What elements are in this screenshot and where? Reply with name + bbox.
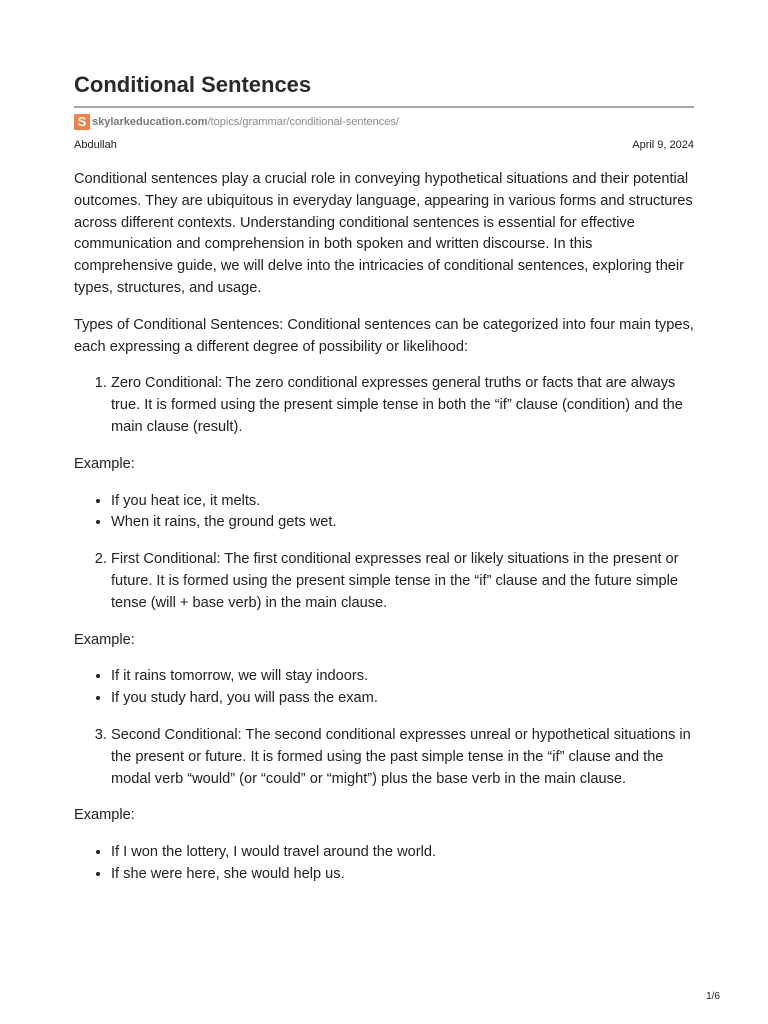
example-item: • If you study hard, you will pass the exam. bbox=[111, 688, 694, 710]
publish-date: April 9, 2024 bbox=[632, 139, 694, 151]
example-item: • If she were here, she would help us. bbox=[111, 864, 694, 886]
conditional-type-list-1 bbox=[74, 373, 694, 438]
site-logo-icon: S bbox=[74, 114, 90, 130]
conditional-type-item: 2. First Conditional: The first conditional expresses real or likely situations in the present or future. It is formed using the present simple tense in the “if” clause and the future simple tense (will + base verb) in the main clause. bbox=[111, 549, 694, 614]
source-path: /topics/grammar/conditional-sentences/ bbox=[207, 116, 399, 128]
source-domain: skylarkeducation.com bbox=[92, 116, 208, 128]
example-list bbox=[74, 842, 694, 886]
source-link[interactable] bbox=[92, 116, 399, 128]
title-divider bbox=[74, 106, 694, 108]
example-item: • When it rains, the ground gets wet. bbox=[111, 512, 694, 534]
example-item: • If I won the lottery, I would travel around the world. bbox=[111, 842, 694, 864]
example-label: Example: bbox=[74, 807, 135, 824]
intro-paragraph: Conditional sentences play a crucial role in conveying hypothetical situations and their potential outcomes. They are ubiquitous in everyday language, appearing in various forms and structures across different contexts. Understanding conditional sentences is essential for effective communication and comprehension in both spoken and written discourse. In this comprehensive guide, we will delve into the intricacies of conditional sentences, exploring their types, structures, and usage. bbox=[74, 171, 693, 296]
example-list bbox=[74, 491, 694, 535]
conditional-type-list-3 bbox=[74, 725, 694, 790]
example-item: • If you heat ice, it melts. bbox=[111, 491, 694, 513]
conditional-type-list-2 bbox=[74, 549, 694, 614]
source-line bbox=[74, 113, 399, 131]
example-label: Example: bbox=[74, 455, 135, 472]
example-label: Example: bbox=[74, 631, 135, 648]
conditional-type-item: 1. Zero Conditional: The zero conditional expresses general truths or facts that are always true. It is formed using the present simple tense in both the “if” clause (condition) and the main clause (result). bbox=[111, 373, 694, 438]
page-title: Conditional Sentences bbox=[74, 72, 312, 97]
conditional-type-item: 3. Second Conditional: The second conditional expresses unreal or hypothetical situations in the present or future. It is formed using the past simple tense in the “if” clause and the modal verb “would” (or “could” or “might”) plus the base verb in the main clause. bbox=[111, 725, 694, 790]
example-item: • If it rains tomorrow, we will stay indoors. bbox=[111, 666, 694, 688]
article-meta bbox=[74, 139, 694, 153]
article-body bbox=[74, 169, 694, 901]
example-list bbox=[74, 666, 694, 710]
types-intro-paragraph: Types of Conditional Sentences: Conditional sentences can be categorized into four main types, each expressing a different degree of possibility or likelihood: bbox=[74, 316, 694, 355]
author-name: Abdullah bbox=[74, 139, 117, 151]
page-number: 1/6 bbox=[706, 991, 720, 1002]
